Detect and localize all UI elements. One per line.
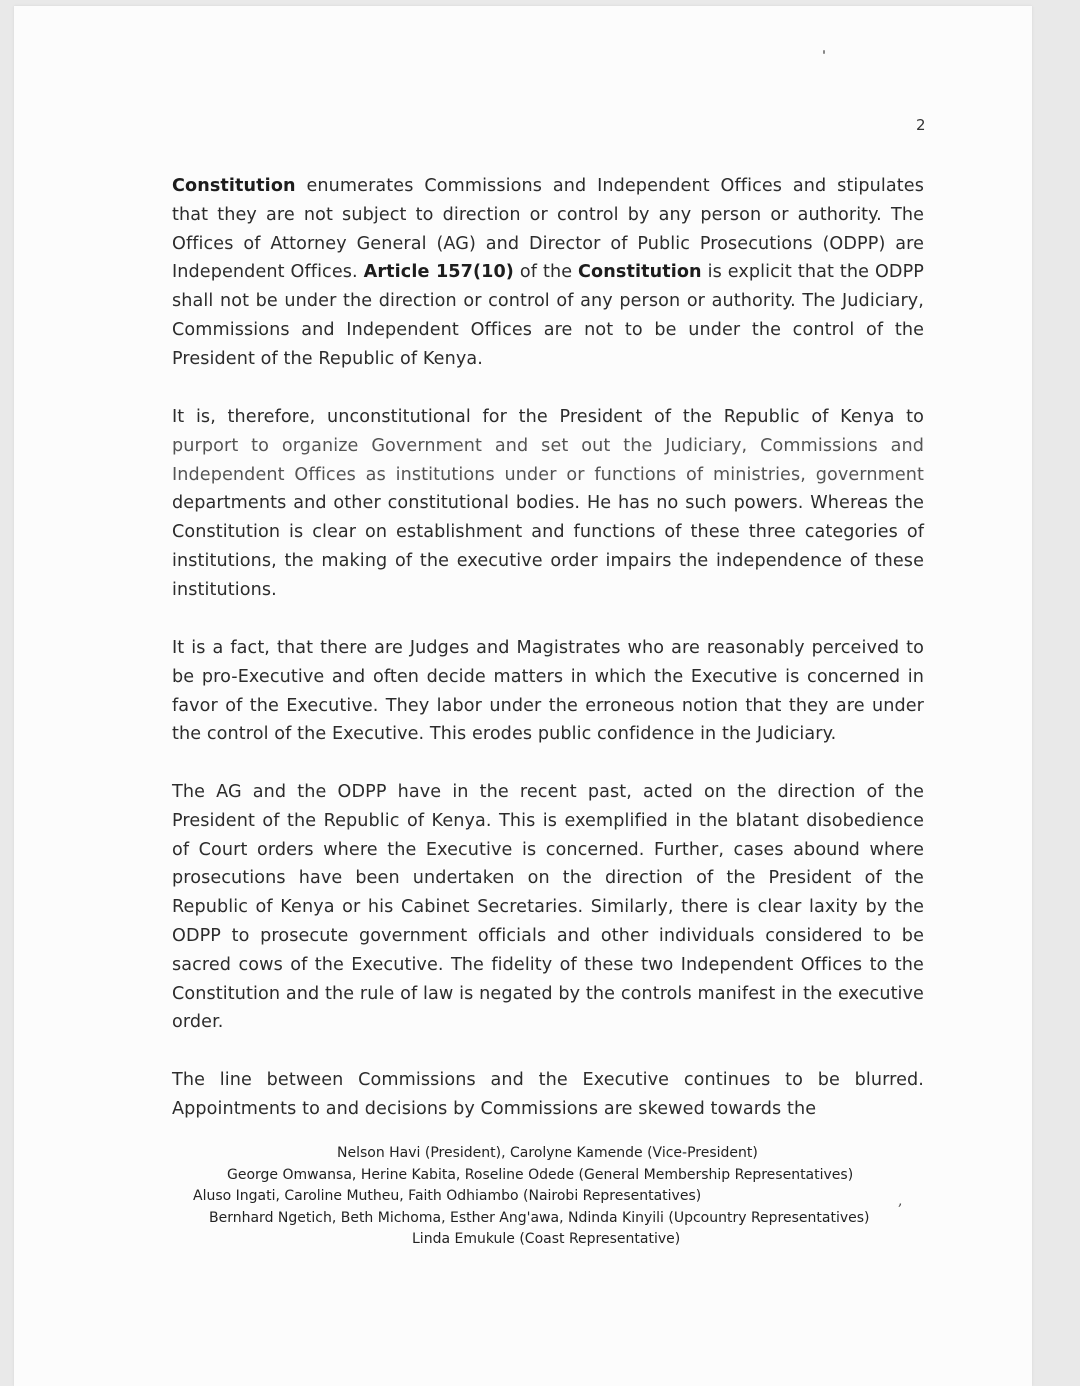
paragraph-text: is explicit that the ODPP shall not be under the direction or control of any person or authority. The Judiciary, Commissions and Independent Offices are not to be under the control of the President of the Republic of Kenya. xyxy=(172,262,925,369)
paragraph-text: of the xyxy=(513,262,579,283)
bold-term-constitution: Constitution xyxy=(172,176,296,196)
paragraph-judges-magistrates: It is a fact, that there are Judges and Magistrates who are reasonably perceived to be pro-Executive and often decide matters in which the Executive is concerned in favor of the Executive. They labor under the erroneous notion that they are under the control of the Executive. This erodes public confidence in the Judiciary. xyxy=(172,638,924,745)
paragraph-text: departments and other constitutional bodies. He has no such powers. Whereas the Constitution is clear on establishment and functions of these three categories of institutions, the making of the executive order impairs the independence of these institutions. xyxy=(172,493,924,600)
bold-term-article: Article 157(10) xyxy=(363,262,514,283)
paragraph-text: It is, therefore, unconstitutional for the President of the Republic of Kenya to xyxy=(172,407,924,427)
scan-speck xyxy=(823,50,825,54)
council-members-footer xyxy=(164,1143,934,1251)
footer-line: Linda Emukule (Coast Representative) xyxy=(412,1231,681,1248)
document-page xyxy=(14,6,1032,1386)
page-number: 2 xyxy=(916,116,926,134)
footer-line: George Omwansa, Herine Kabita, Roseline Odede (General Membership Representatives) xyxy=(227,1166,854,1183)
paragraph-commissions: The line between Commissions and the Executive continues to be blurred. Appointments to and decisions by Commissions are skewed towards the xyxy=(172,1070,924,1119)
paragraph-unconstitutional xyxy=(172,403,924,605)
scan-mark: , xyxy=(898,1193,903,1209)
bold-term-constitution: Constitution xyxy=(578,262,702,283)
paragraph-ag-odpp: The AG and the ODPP have in the recent past, acted on the direction of the President of the Republic of Kenya. This is exemplified in the blatant disobedience of Court orders where the Executive is concerned. Further, cases abound where prosecutions have been undertaken on the direction of the President of the Republic of Kenya or his Cabinet Secretaries. Similarly, there is clear laxity by the ODPP to prosecute government officials and other individuals considered to be sacred cows of the Executive. The fidelity of these two Independent Offices to the Constitution and the rule of law is negated by the controls manifest in the executive order. xyxy=(172,782,924,1033)
footer-line: Bernhard Ngetich, Beth Michoma, Esther Ang'awa, Ndinda Kinyili (Upcountry Representatives) xyxy=(209,1209,870,1226)
paragraph-text: purport to organize Government and set out the Judiciary, Commissions and Independent Offices as institutions under or functions of ministries, government xyxy=(172,435,924,485)
paragraph-constitution-independence xyxy=(172,172,924,374)
footer-line: Nelson Havi (President), Carolyne Kamende (Vice-President) xyxy=(337,1145,758,1161)
paragraph-text: enumerates Commissions and Independent Offices and stipulates that they are not subject to direction or control by any person or authority. The Offices of Attorney General (AG) and Director of Public Prosecutions (ODPP) are Independent Offices. xyxy=(172,176,924,283)
footer-line: Aluso Ingati, Caroline Mutheu, Faith Odhiambo (Nairobi Representatives) xyxy=(193,1188,702,1205)
